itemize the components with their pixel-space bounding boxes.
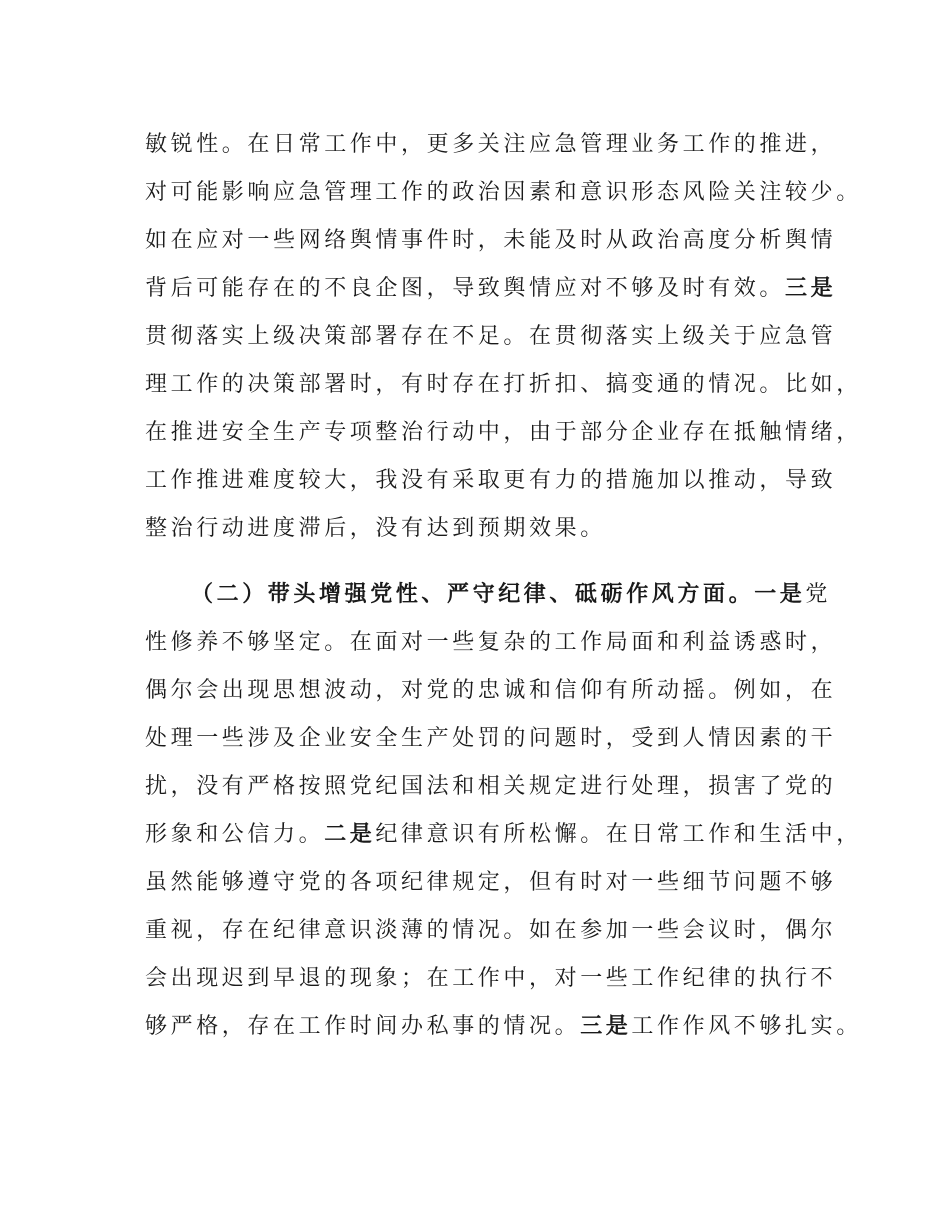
emphasis-keyword: 三是	[785, 276, 837, 301]
text-line	[145, 518, 606, 540]
text-segment: 对可能影响应急管理工作的政治因素和意识形态风险关注较少。	[145, 180, 862, 205]
section-heading: （二）带头增强党性、严守纪律、砥砺作风方面。	[191, 582, 755, 607]
text-line	[145, 326, 836, 348]
text-line	[145, 968, 836, 990]
text-segment: 虽然能够遵守党的各项纪律规定，但有时对一些细节问题不够	[145, 870, 837, 895]
text-segment: 党	[805, 582, 832, 607]
text-line	[145, 632, 836, 654]
text-segment: 形象和公信力。	[145, 822, 325, 847]
text-line	[145, 182, 862, 204]
text-line	[145, 920, 836, 942]
text-line	[145, 470, 836, 492]
text-segment: 敏锐性。在日常工作中，更多关注应急管理业务工作的推进，	[145, 132, 837, 157]
text-segment: 背后可能存在的不良企图，导致舆情应对不够及时有效。	[145, 276, 786, 301]
text-segment: 会出现迟到早退的现象；在工作中，对一些工作纪律的执行不	[145, 966, 837, 991]
text-segment: 重视，存在纪律意识淡薄的情况。如在参加一些会议时，偶尔	[145, 918, 837, 943]
text-line	[145, 374, 862, 396]
text-segment: 处理一些涉及企业安全生产处罚的问题时，受到人情因素的干	[145, 726, 837, 751]
text-segment: 工作作风不够扎实。	[631, 1014, 862, 1039]
text-line	[145, 872, 836, 894]
text-segment: 扰，没有严格按照党纪国法和相关规定进行处理，损害了党的	[145, 774, 837, 799]
text-line	[145, 422, 862, 444]
text-line	[145, 230, 836, 252]
text-line	[145, 278, 836, 300]
text-line	[145, 134, 836, 156]
text-line	[145, 824, 862, 846]
text-segment: 够严格，存在工作时间办私事的情况。	[145, 1014, 581, 1039]
emphasis-keyword: 三是	[580, 1014, 632, 1039]
text-segment: 偶尔会出现思想波动，对党的忠诚和信仰有所动摇。例如，在	[145, 678, 837, 703]
text-segment: 纪律意识有所松懈。在日常工作和生活中，	[375, 822, 862, 847]
emphasis-keyword: 一是	[754, 582, 806, 607]
text-line	[145, 1016, 862, 1038]
text-segment: 在推进安全生产专项整治行动中，由于部分企业存在抵触情绪，	[145, 420, 862, 445]
text-line	[191, 584, 831, 606]
text-segment: 性修养不够坚定。在面对一些复杂的工作局面和利益诱惑时，	[145, 630, 837, 655]
text-line	[145, 776, 836, 798]
emphasis-keyword: 二是	[324, 822, 376, 847]
text-line	[145, 680, 836, 702]
text-segment: 整治行动进度滞后，没有达到预期效果。	[145, 516, 606, 541]
text-segment: 如在应对一些网络舆情事件时，未能及时从政治高度分析舆情	[145, 228, 837, 253]
text-segment: 贯彻落实上级决策部署存在不足。在贯彻落实上级关于应急管	[145, 324, 837, 349]
text-segment: 理工作的决策部署时，有时存在打折扣、搞变通的情况。比如，	[145, 372, 862, 397]
text-segment: 工作推进难度较大，我没有采取更有力的措施加以推动，导致	[145, 468, 837, 493]
text-line	[145, 728, 836, 750]
